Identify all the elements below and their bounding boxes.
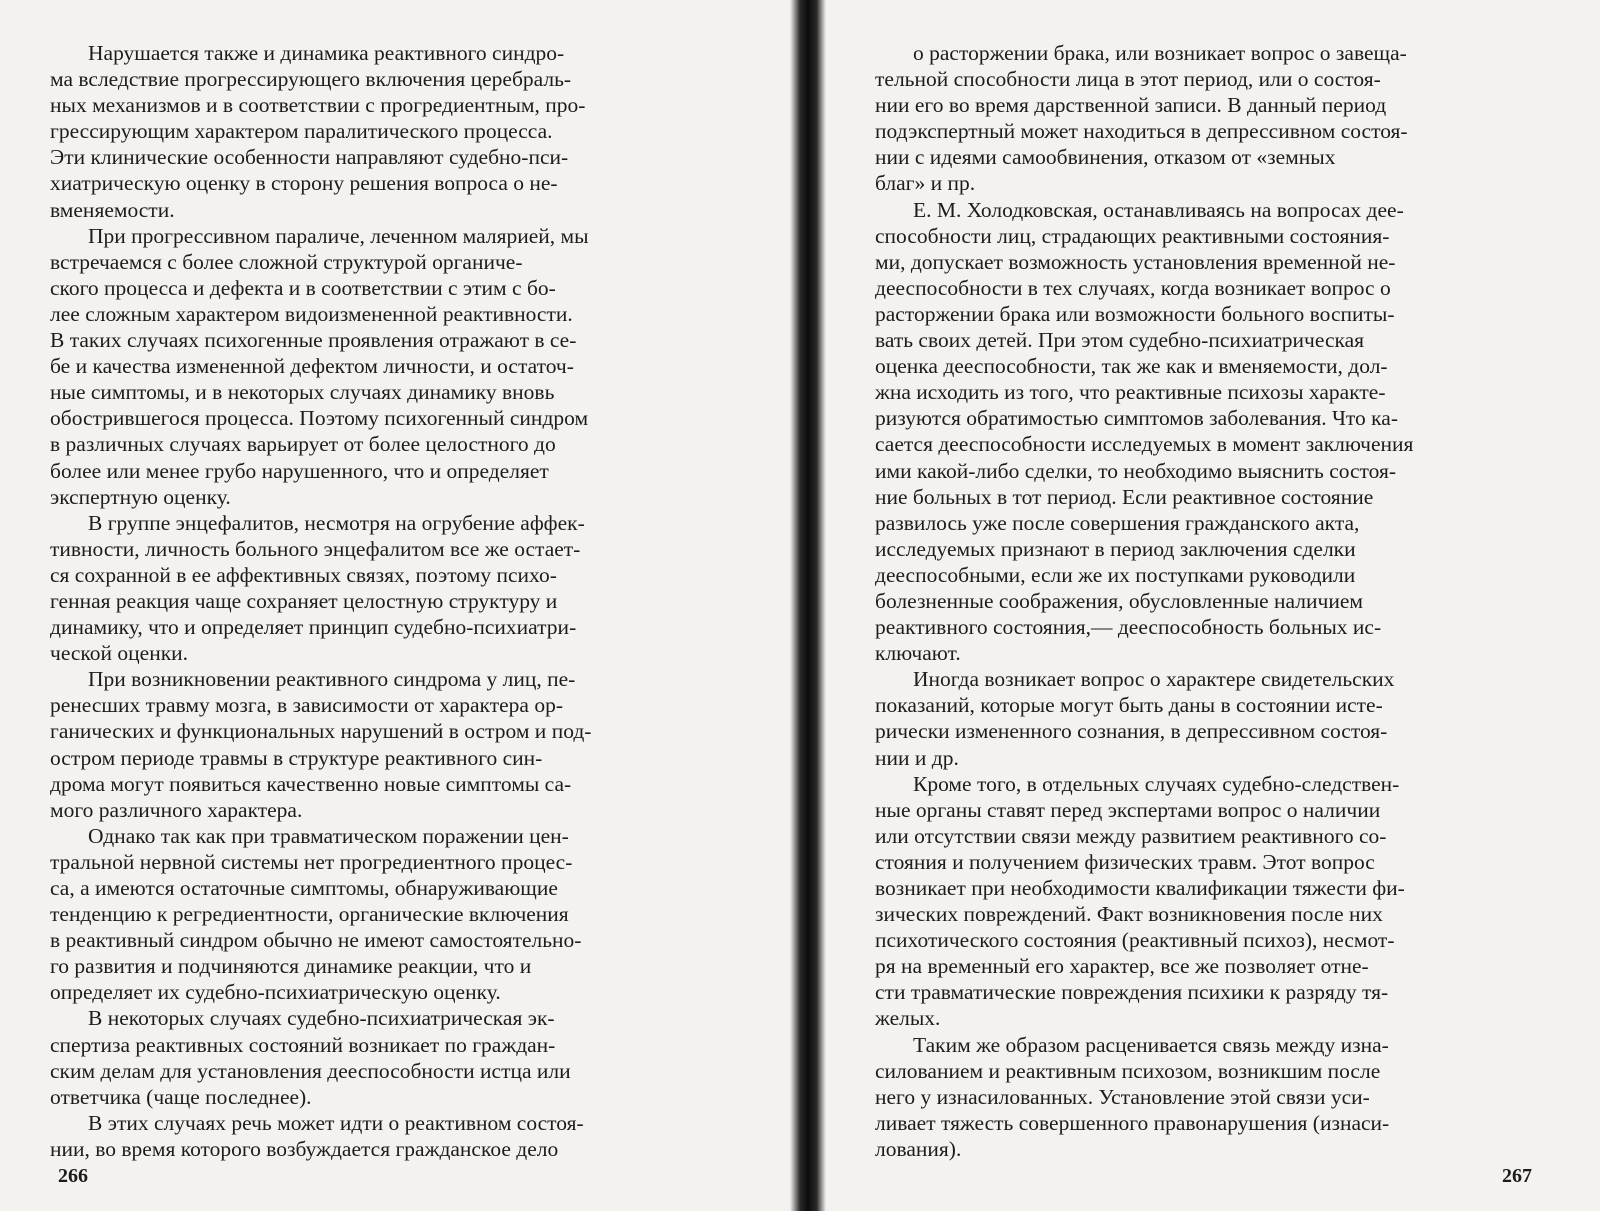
paragraph: В этих случаях речь может идти о реактивном состоя- нии, во время которого возбуждается гражданское дело — [50, 1110, 584, 1161]
left-page — [50, 40, 718, 1162]
paragraph: При возникновении реактивного синдрома у лиц, пе- ренесших травму мозга, в зависимости от характера ор- ганических и функциональных нарушений в остром и под- остром периоде травмы в структуре реактивного син- дрома могут появиться качественно новые симптомы са- мого различного характера. — [50, 667, 592, 822]
page-number-right: 267 — [1502, 1165, 1532, 1187]
right-page — [875, 40, 1565, 1162]
paragraph: Нарушается также и динамика реактивного синдро- ма вследствие прогрессирующего включения церебраль- ных механизмов и в соответствии с прогредиентным, про- грессирующим характером паралитического процесса. Эти клинические особенности направляют судебно-пси- хиатрическую оценку в сторону решения вопроса о не- вменяемости. — [50, 41, 586, 222]
paragraph: Кроме того, в отдельных случаях судебно-следствен- ные органы ставят перед экспертами вопрос о наличии или отсутствии связи между развитием реактивного со- стояния и получением физических травм. Этот вопрос возникает при необходимости квалификации тяжести фи- зических повреждений. Факт возникновения после них психотического состояния (реактивный психоз), несмот- ря на временный его характер, все же позволяет отне- сти травматические повреждения психики к разряду тя- желых. — [875, 771, 1405, 1031]
page-number-left: 266 — [58, 1165, 88, 1187]
paragraph: При прогрессивном параличе, леченном малярией, мы встречаемся с более сложной структурой органиче- ского процесса и дефекта и в соответствии с этим с бо- лее сложным характером видоизмененной реактивности. В таких случаях психогенные проявления отражают в се- бе и качества измененной дефектом личности, и остаточ- ные симптомы, и в некоторых случаях динамику вновь обострившегося процесса. Поэтому психогенный синдром в различных случаях варьирует от более целостного до более или менее грубо нарушенного, что и определяет экспертную оценку. — [50, 223, 589, 509]
paragraph: Таким же образом расценивается связь между изна- силованием и реактивным психозом, возникшим после него у изнасилованных. Установление этой связи уси- ливает тяжесть совершенного правонарушения (изнаси- лования). — [875, 1032, 1390, 1161]
paragraph: В группе энцефалитов, несмотря на огрубение аффек- тивности, личность больного энцефалитом все же остает- ся сохранной в ее аффективных связях, поэтому психо- генная реакция чаще сохраняет целостную структуру и динамику, что и определяет принцип судебно-психиатри- ческой оценки. — [50, 510, 585, 666]
paragraph: Е. М. Холодковская, останавливаясь на вопросах дее- способности лиц, страдающих реактивными состояния- ми, допускает возможность установления временной не- дееспособности в тех случаях, когда возникает вопрос о расторжении брака или возможности больного воспиты- вать своих детей. При этом судебно-психиатрическая оценка дееспособности, так же как и вменяемости, дол- жна исходить из того, что реактивные психозы характе- ризуются обратимостью симптомов заболевания. Что ка- сается дееспособности исследуемых в момент заключения ими какой-либо сделки, то необходимо выяснить состоя- ние больных в тот период. Если реактивное состояние развилось уже после совершения гражданского акта, исследуемых признают в период заключения сделки дееспособными, если же их поступками руководили болезненные соображения, обусловленные наличием реактивного состояния,— дееспособность больных ис- ключают. — [875, 197, 1414, 666]
paragraph: В некоторых случаях судебно-психиатрическая эк- спертиза реактивных состояний возникает по граждан- ским делам для установления дееспособности истца или ответчика (чаще последнее). — [50, 1006, 571, 1109]
paragraph: о расторжении брака, или возникает вопрос о завеща- тельной способности лица в этот период, или о состоя- нии его во время дарственной записи. В данный период подэкспертный может находиться в депрессивном состоя- нии с идеями самообвинения, отказом от «земных благ» и пр. — [875, 41, 1408, 196]
paragraph: Иногда возникает вопрос о характере свидетельских показаний, которые могут быть даны в состоянии исте- рически измененного сознания, в депрессивном состоя- нии и др. — [875, 667, 1395, 770]
book-gutter — [790, 0, 826, 1211]
paragraph: Однако так как при травматическом поражении цен- тральной нервной системы нет прогредиентного процес- са, а имеются остаточные симптомы, обнаруживающие тенденцию к регредиентности, органические включения в реактивный синдром обычно не имеют самостоятельно- го развития и подчиняются динамике реакции, что и определяет их судебно-психиатрическую оценку. — [50, 823, 582, 1005]
